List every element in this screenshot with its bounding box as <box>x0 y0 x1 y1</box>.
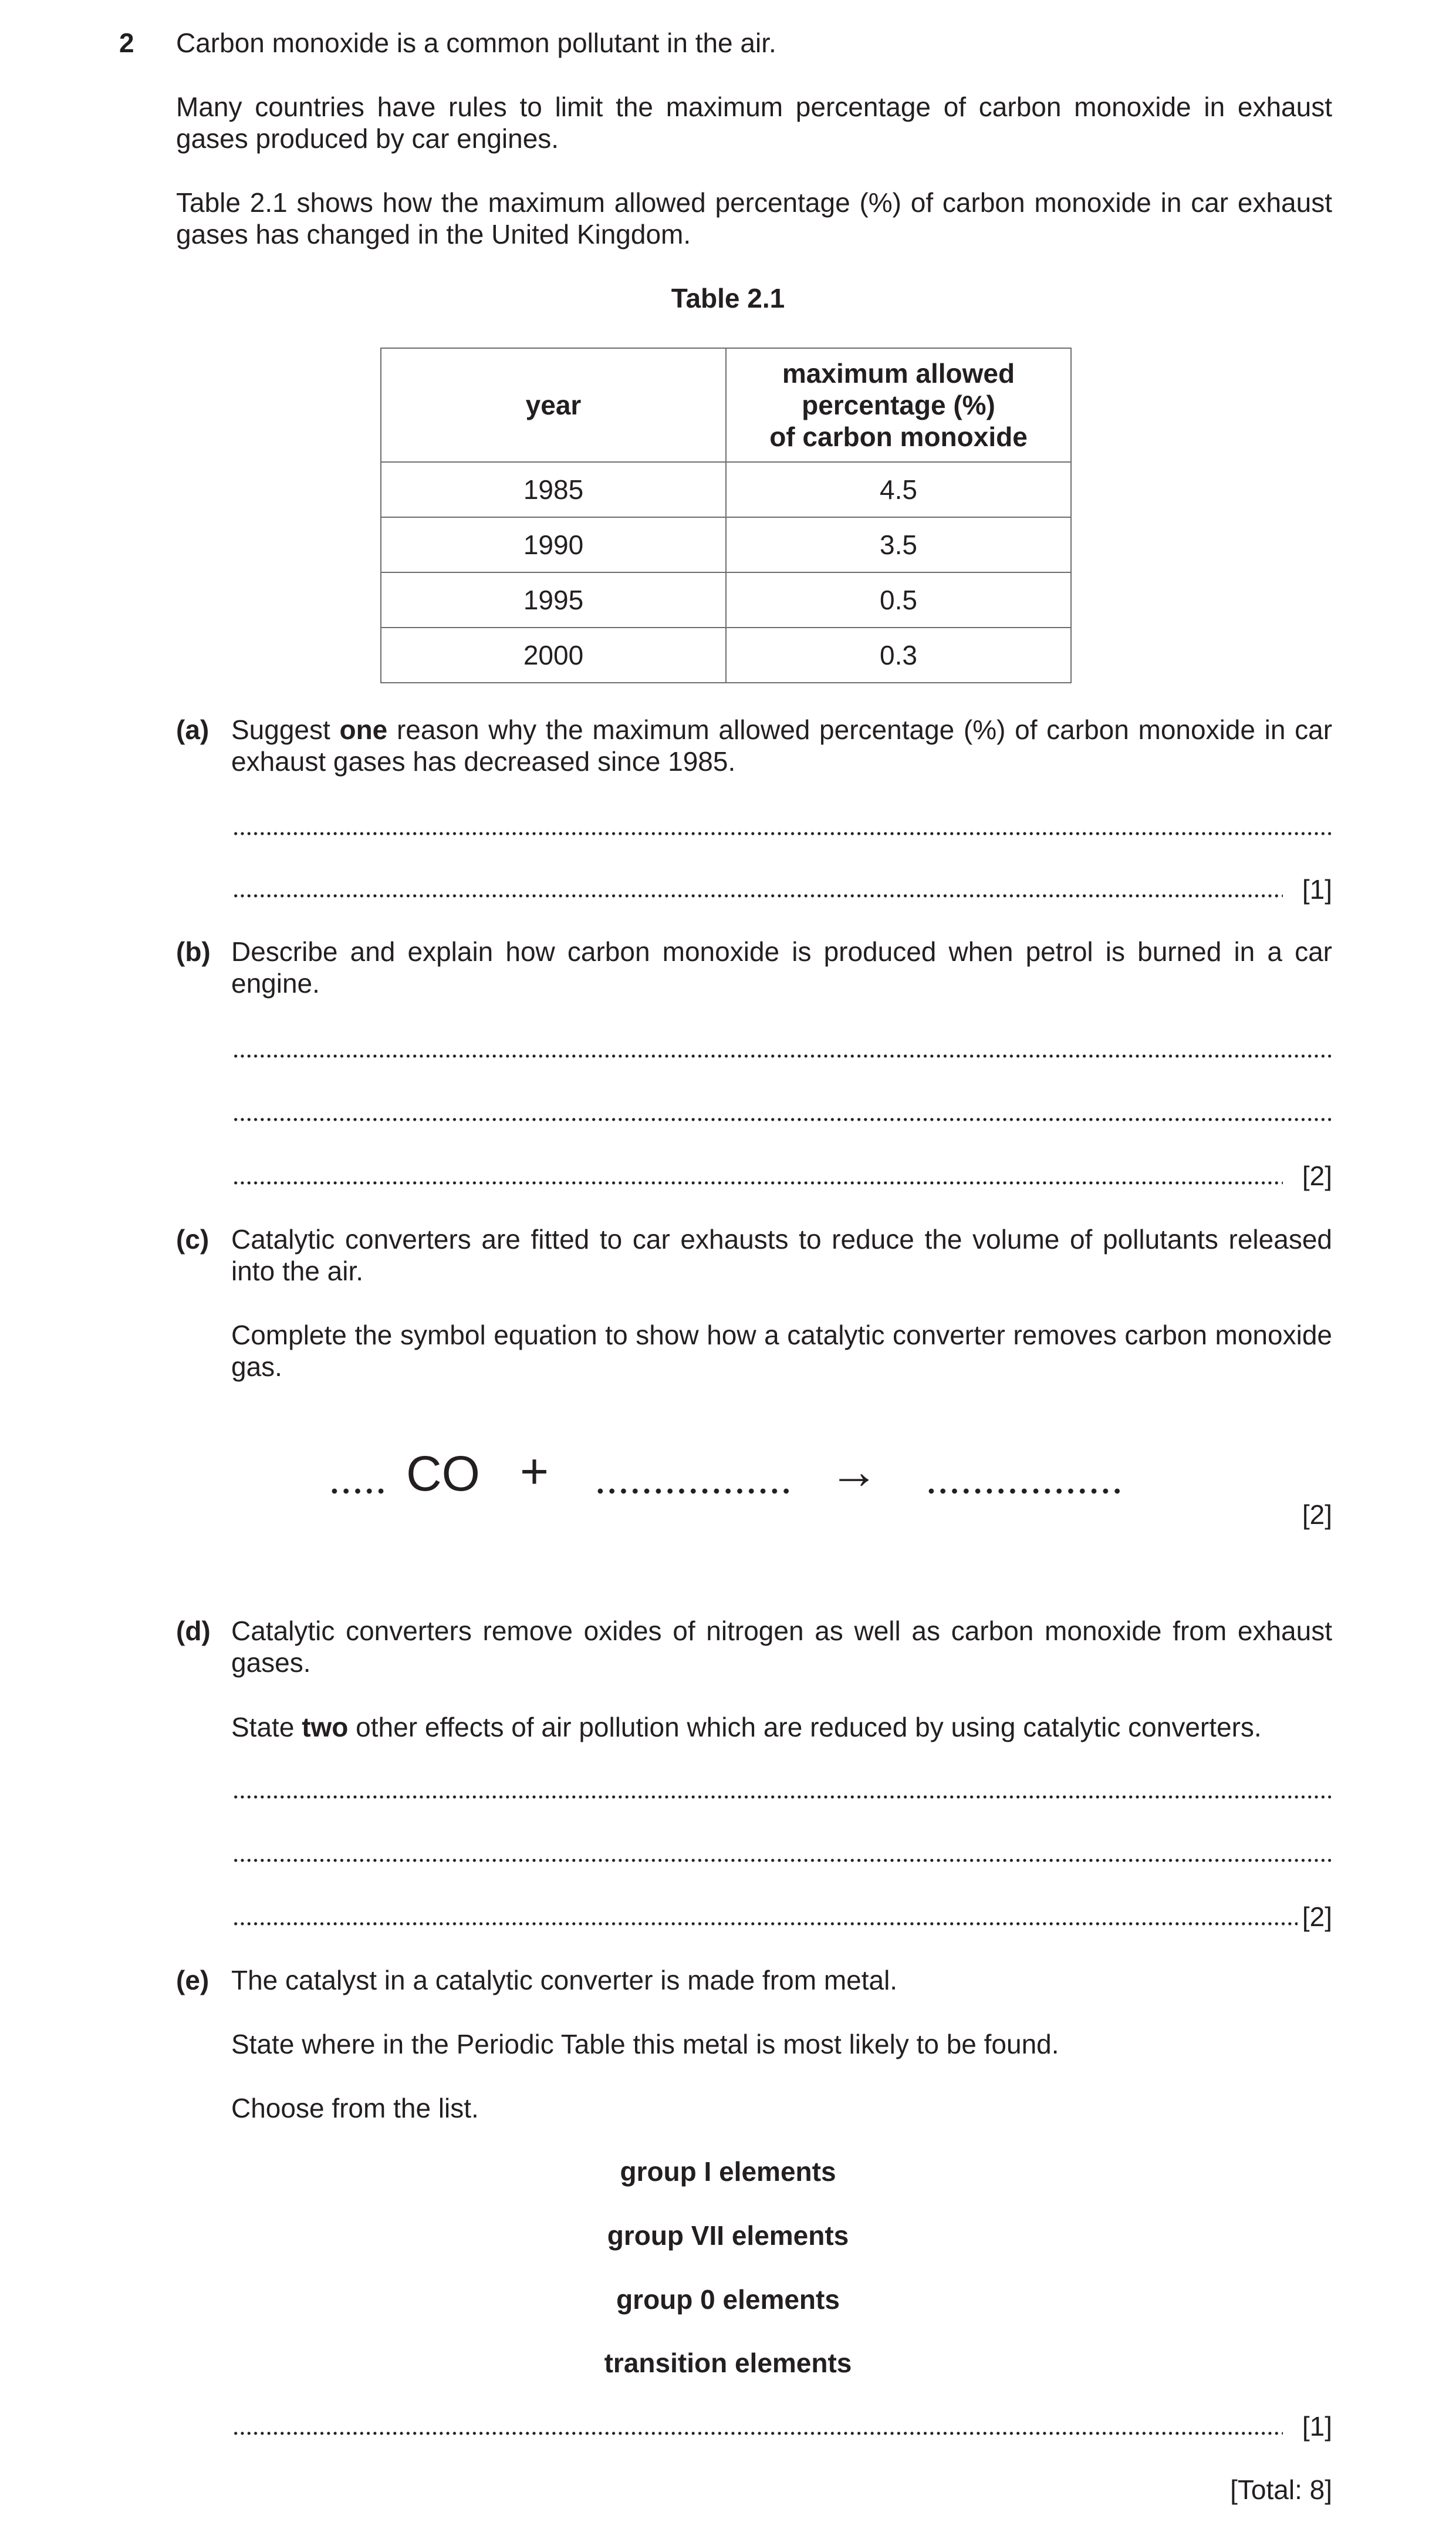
cell-percentage: 4.5 <box>726 462 1071 517</box>
part-a-label: (a) <box>176 714 210 745</box>
part-e-text-2: State where in the Periodic Table this metal is most likely to be found. <box>231 2029 1059 2059</box>
table-caption: Table 2.1 <box>671 283 785 313</box>
part-e-text-1: The catalyst in a catalytic converter is made from metal. <box>231 1965 898 1995</box>
part-a-text-pre: Suggest <box>231 714 340 745</box>
part-c-text-2: Complete the symbol equation to show how a catalytic converter removes carbon monoxide gas. <box>231 1320 1332 1382</box>
total-marks: [Total: 8] <box>1230 2474 1332 2505</box>
part-c-marks: [2] <box>1302 1499 1332 1530</box>
part-d-text-2 <box>231 1711 1332 1743</box>
table-row <box>381 517 1071 572</box>
part-b-question: Describe and explain how carbon monoxide is produced when petrol is burned in a car engine. <box>231 936 1332 999</box>
cell-percentage: 0.3 <box>726 628 1071 683</box>
answer-line[interactable] <box>232 1054 1331 1058</box>
part-d-label: (d) <box>176 1616 211 1646</box>
header-percentage-line-3: of carbon monoxide <box>769 422 1028 452</box>
option-group-i: group I elements <box>620 2156 836 2187</box>
equation-arrow: → <box>829 1444 879 1499</box>
part-e-label: (e) <box>176 1965 210 1995</box>
answer-line[interactable] <box>232 1117 1331 1122</box>
part-a-question <box>231 714 1332 777</box>
cell-year: 2000 <box>381 628 726 683</box>
part-a-text-bold: one <box>339 714 388 745</box>
part-a-text-post: reason why the maximum allowed percentage (%) of carbon monoxide in car exhaust gases has decreased since 1985. <box>231 714 1333 777</box>
part-d-marks: [2] <box>1302 1901 1332 1932</box>
header-year: year <box>381 348 726 462</box>
cell-percentage: 3.5 <box>726 517 1071 572</box>
option-group-vii: group VII elements <box>607 2220 849 2251</box>
question-intro: Carbon monoxide is a common pollutant in the air. <box>176 28 776 58</box>
header-percentage-line-1: maximum allowed <box>782 358 1015 389</box>
part-c-label: (c) <box>176 1224 210 1255</box>
equation-coefficient-blank[interactable] <box>329 1488 385 1494</box>
part-e-marks: [1] <box>1302 2411 1332 2442</box>
part-d-text-post: other effects of air pollution which are reduced by using catalytic converters. <box>348 1712 1262 1742</box>
question-paragraph-3: Table 2.1 shows how the maximum allowed percentage (%) of carbon monoxide in car exhaust gases has changed in the United Kingdom. <box>176 187 1332 249</box>
cell-year: 1985 <box>381 462 726 517</box>
table-row <box>381 572 1071 628</box>
answer-line[interactable] <box>232 1858 1331 1863</box>
part-e-text-3: Choose from the list. <box>231 2093 479 2123</box>
header-percentage <box>726 348 1071 462</box>
part-b-label: (b) <box>176 936 211 967</box>
part-d-text-bold: two <box>302 1712 349 1742</box>
part-a-marks: [1] <box>1302 874 1332 905</box>
cell-year: 1995 <box>381 572 726 628</box>
equation-product-blank[interactable] <box>925 1488 1125 1494</box>
answer-line[interactable] <box>232 2431 1283 2436</box>
question-paragraph-2: Many countries have rules to limit the maximum percentage of carbon monoxide in exhaust gases produced by car engines. <box>176 92 1332 154</box>
answer-line[interactable] <box>232 1921 1298 1926</box>
part-b-marks: [2] <box>1302 1161 1332 1191</box>
answer-line[interactable] <box>232 1181 1283 1185</box>
equation-co: CO <box>406 1446 480 1501</box>
data-table <box>380 348 1072 683</box>
part-c-text-1: Catalytic converters are fitted to car exhausts to reduce the volume of pollutants released into the air. <box>231 1224 1332 1286</box>
equation-reactant-blank[interactable] <box>594 1488 794 1494</box>
table-row <box>381 462 1071 517</box>
answer-line[interactable] <box>232 1795 1331 1799</box>
answer-line[interactable] <box>232 831 1331 836</box>
part-d-text-pre: State <box>231 1712 302 1742</box>
cell-year: 1990 <box>381 517 726 572</box>
header-percentage-line-2: percentage (%) <box>802 390 995 420</box>
equation-plus: + <box>520 1444 549 1499</box>
part-d-text-1: Catalytic converters remove oxides of nitrogen as well as carbon monoxide from exhaust gases. <box>231 1616 1332 1678</box>
table-row <box>381 628 1071 683</box>
cell-percentage: 0.5 <box>726 572 1071 628</box>
option-group-0: group 0 elements <box>616 2284 840 2315</box>
table-header-row <box>381 348 1071 462</box>
question-number: 2 <box>119 28 134 58</box>
option-transition: transition elements <box>604 2348 852 2378</box>
answer-line[interactable] <box>232 893 1283 898</box>
